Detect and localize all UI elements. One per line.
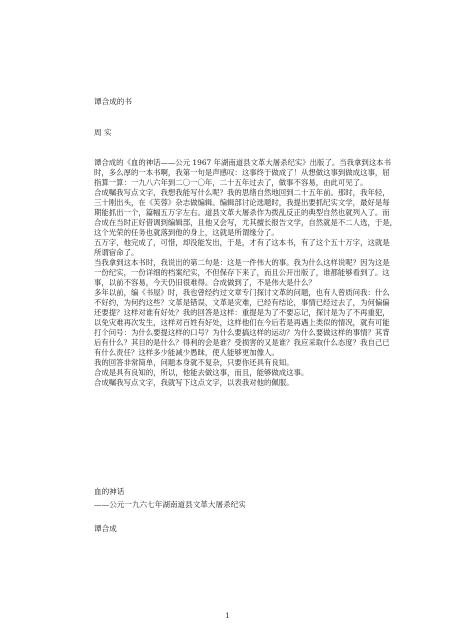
paragraph-line: 以免灾难再次发生，这样对百姓有好处，这样他们在今后若是再遇上类似的情况，就有可能 — [94, 318, 390, 327]
paragraph-line: 事，以前不容易，今天仍旧很难得。合成做到了，不是伟大是什么？ — [94, 278, 316, 287]
book-subtitle: ——公元一九六七年湖南道县文革大屠杀纪实 — [94, 500, 246, 509]
paragraph-line: 合成在当时正好借调到编辑部，且他又会写，尤其擅长报告文学，自然就是不二人选，于是， — [94, 218, 398, 227]
paragraph-line: 一份纪实，一份详细的档案纪实，不但保存下来了，而且公开出版了，谁都能够看到了。这 — [94, 268, 390, 277]
paragraph-line: 我的回答非常简单，问题本身就不复杂，只要你还具有良知。 — [94, 358, 294, 367]
paragraph-line: 还要提？这样对谁有好处？我的回答是这样：重提是为了不要忘记，探讨是为了不再重犯， — [94, 308, 390, 317]
paragraph-line: 多年以前，编《书屋》时，我也曾经约过文章专门探讨文革的问题，也有人曾质问我：什么 — [94, 288, 390, 297]
paragraph-line: 有什么责任？这样多少能减少愚昧，使人能够更加像人。 — [94, 348, 279, 357]
paragraph-line: 当我拿到这本书时，我说出的第二句是：这是一件伟大的事。我为什么这样说呢？因为这是 — [94, 258, 390, 267]
paragraph-line: 不好约，为何约这些？文革是错误，文革是灾难，已经有结论，事情已经过去了，为何偏偏 — [94, 298, 390, 307]
book-title: 血的神话 — [94, 487, 125, 496]
paragraph-line: 三十刚出头，在《芙蓉》杂志做编辑。编辑部讨论选题时，我提出要抓纪实文学，最好是每 — [94, 198, 390, 207]
paragraph-line: 打个问号：为什么要提这样的口号？为什么要搞这样的运动？为什么要做这样的事情？其背 — [94, 328, 390, 337]
paragraph-line: 时，多么厚的一本书啊，我第一句是声感叹：这事终于做成了！从想做这事到做成这事，屈 — [94, 168, 390, 177]
paragraph-line: 所谓宿命了。 — [94, 248, 139, 257]
essay-author: 周 实 — [94, 128, 112, 137]
paragraph-line: 合成嘱我写点文字，我想我能写什么呢？我的思绪自然地回到二十五年前。那时，我年轻， — [94, 188, 390, 197]
paragraph-line: 五万字，他完成了，可惜，却没能发出，于是，才有了这本书，有了这个五十万字，这就是 — [94, 238, 390, 247]
paragraph-line: 期能抓出一个，篇幅五万字左右。道县文革大屠杀作为拨乱反正的典型自然也就列入了。而 — [94, 208, 390, 217]
essay-title: 谭合成的书 — [94, 97, 132, 106]
paragraph-line: 指算一算：一九八六年到二〇一〇年，二十五年过去了，做事不容易，由此可见了。 — [94, 178, 368, 187]
paragraph-line: 这个光荣的任务也就落到他的身上，这就是所谓缘分了。 — [94, 228, 279, 237]
paragraph-line: 谭合成的《血的神话——公元 1967 年湖南道县文革大屠杀纪实》出版了。当我拿到这本书 — [94, 158, 391, 167]
paragraph-line: 后有什么？其目的是什么？得利的会是谁？受损害的又是谁？我应采取什么态度？我自己已 — [94, 338, 390, 347]
page-number: 1 — [225, 612, 230, 620]
book-author: 谭合成 — [94, 524, 117, 533]
paragraph-line: 合成嘱我写点文字，我就写下这点文字，以表我对他的佩服。 — [94, 378, 294, 387]
paragraph-line: 合成是具有良知的，所以，他能去做这事，而且，能够做成这事。 — [94, 368, 309, 377]
